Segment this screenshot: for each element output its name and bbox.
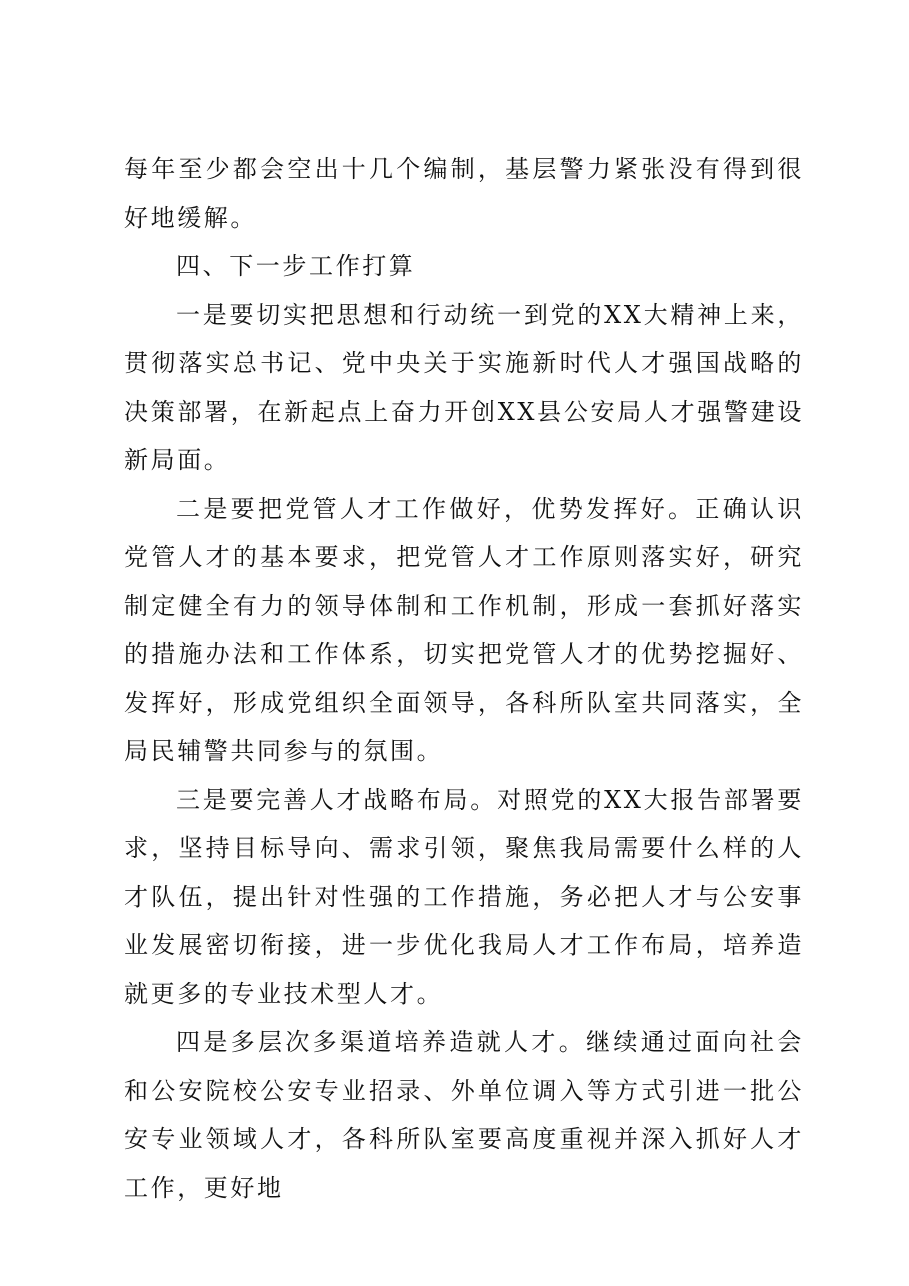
paragraph-point-three: 三是要完善人才战略布局。对照党的XX大报告部署要求，坚持目标导向、需求引领，聚焦我局需要什么样的人才队伍，提出针对性强的工作措施，务必把人才与公安事业发展密切衔接，进一步优化我局人才工作布局，培养造就更多的专业技术型人才。 bbox=[124, 785, 804, 1008]
paragraph-point-four: 四是多层次多渠道培养造就人才。继续通过面向社会和公安院校公安专业招录、外单位调入等方式引进一批公安专业领域人才，各科所队室要高度重视并深入抓好人才工作，更好地 bbox=[124, 1028, 804, 1202]
paragraph-continuation: 每年至少都会空出十几个编制，基层警力紧张没有得到很好地缓解。 bbox=[124, 155, 804, 232]
paragraph-point-two: 二是要把党管人才工作做好，优势发挥好。正确认识党管人才的基本要求，把党管人才工作原则落实好，研究制定健全有力的领导体制和工作机制，形成一套抓好落实的措施办法和工作体系，切实把党管人才的优势挖掘好、发挥好，形成党组织全面领导，各科所队室共同落实，全局民辅警共同参与的氛围。 bbox=[124, 494, 804, 765]
document-body bbox=[124, 145, 804, 1212]
paragraph-point-one: 一是要切实把思想和行动统一到党的XX大精神上来，贯彻落实总书记、党中央关于实施新时代人才强国战略的决策部署，在新起点上奋力开创XX县公安局人才强警建设新局面。 bbox=[124, 300, 804, 474]
section-heading: 四、下一步工作打算 bbox=[176, 252, 416, 280]
